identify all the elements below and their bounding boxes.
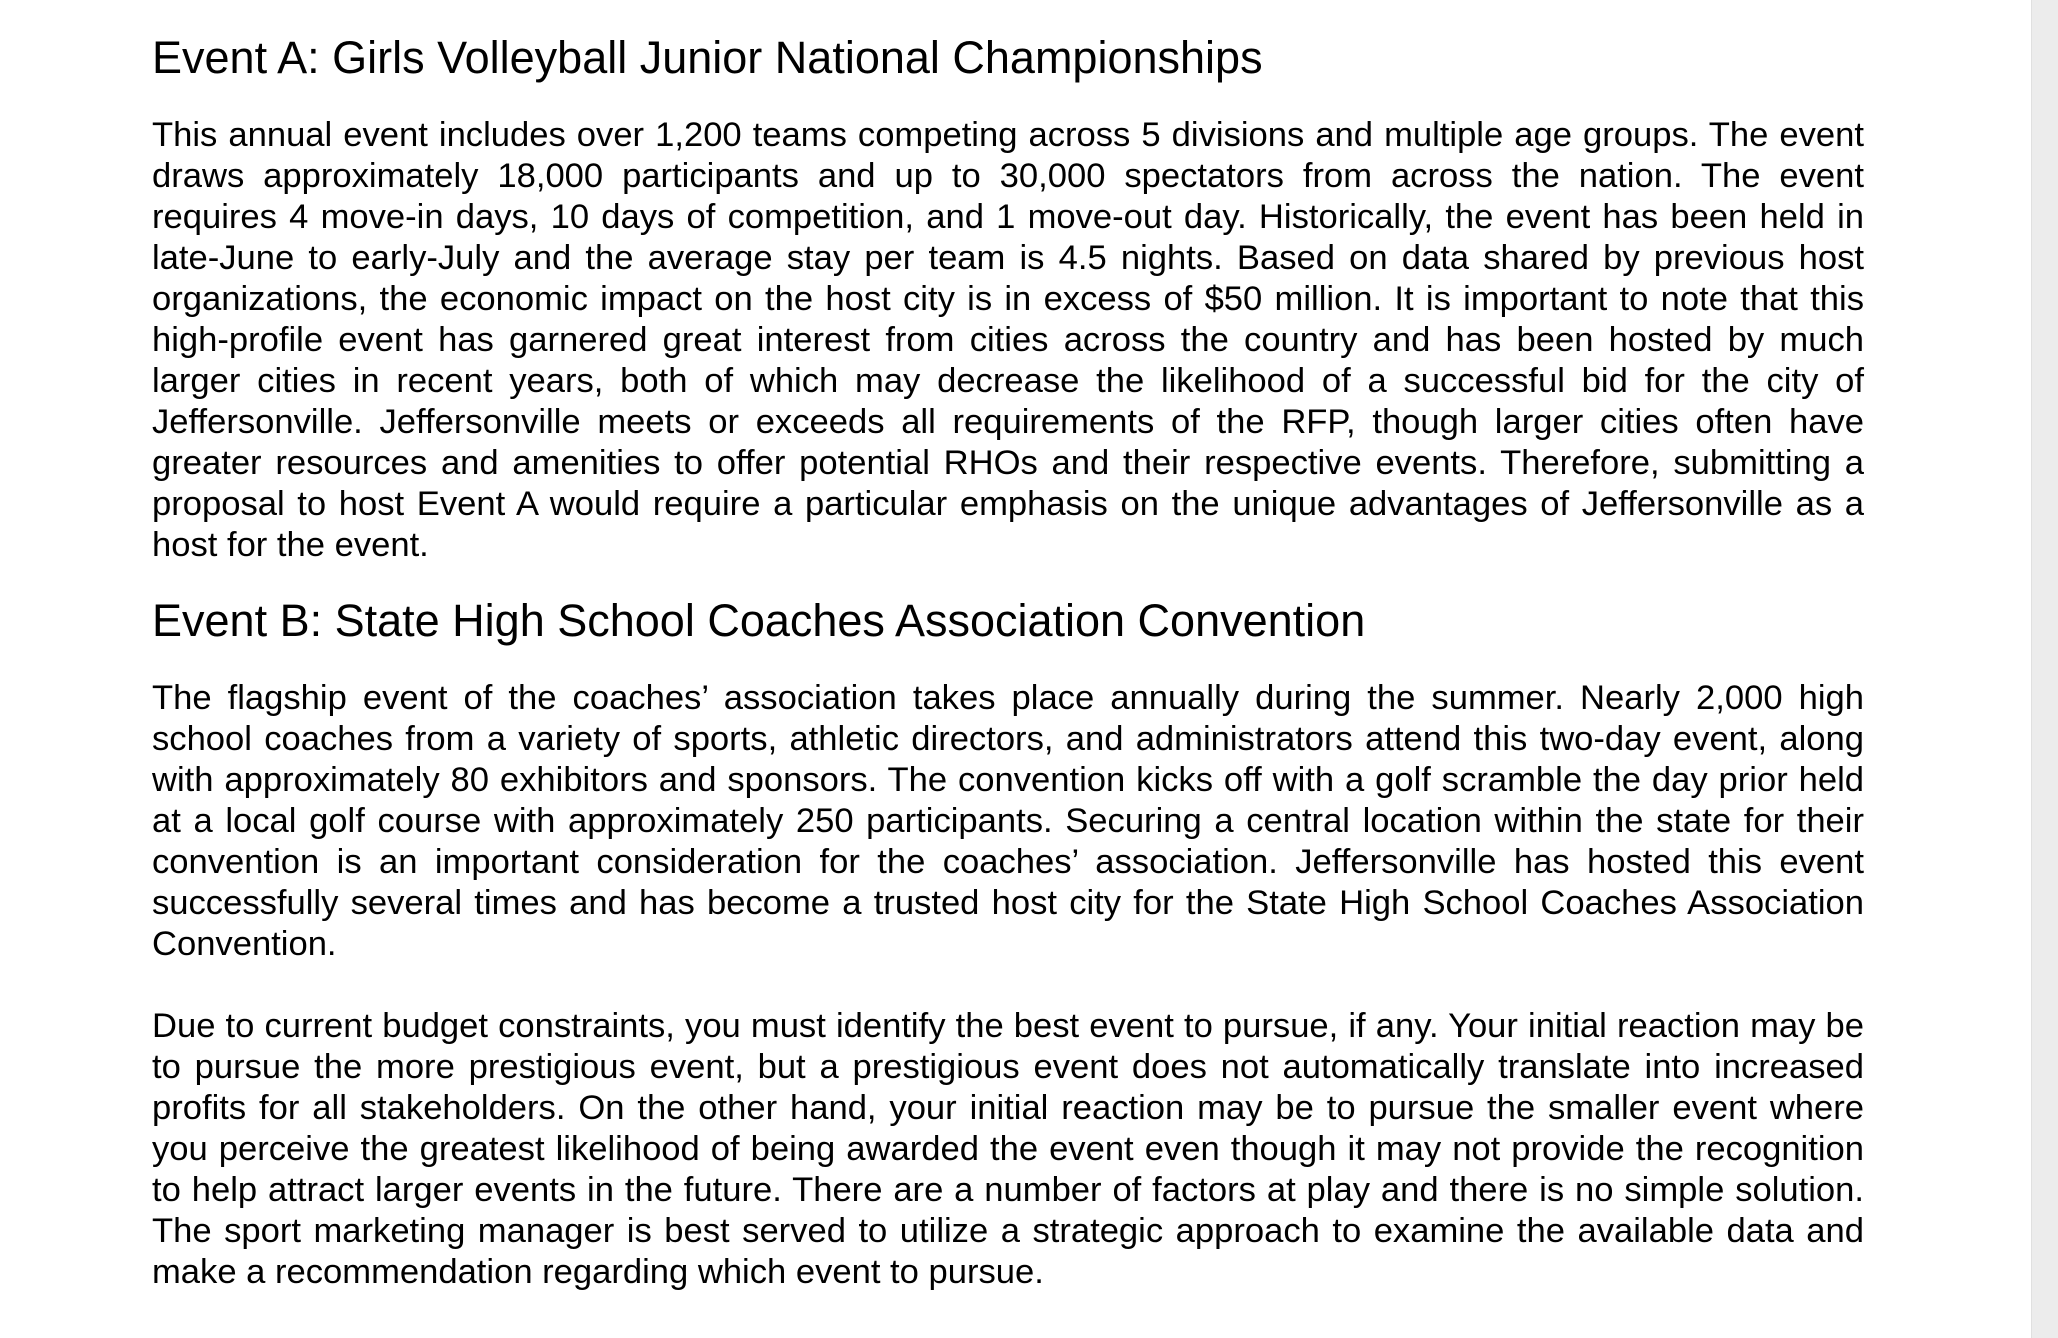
vertical-scrollbar[interactable] [2031, 0, 2058, 1338]
event-a-heading: Event A: Girls Volleyball Junior National Championships [152, 32, 1263, 83]
event-b-heading: Event B: State High School Coaches Association Convention [152, 595, 1366, 646]
document-content [152, 28, 1864, 1293]
event-b-paragraph: The flagship event of the coaches’ association takes place annually during the summer. Nearly 2,000 high school coaches from a variety of sports, athletic directors, and administrators attend this two-day event, along with approximately 80 exhibitors and sponsors. The convention kicks off with a golf scramble the day prior held at a local golf course with approximately 250 participants. Securing a central location within the state for their convention is an important consideration for the coaches’ association. Jeffersonville has hosted this event successfully several times and has become a trusted host city for the State High School Coaches Association Convention. [152, 679, 1864, 963]
event-a-paragraph: This annual event includes over 1,200 teams competing across 5 divisions and multiple age groups. The event draws approximately 18,000 participants and up to 30,000 spectators from across the nation. The event requires 4 move-in days, 10 days of competition, and 1 move-out day. Historically, the event has been held in late-June to early-July and the average stay per team is 4.5 nights. Based on data shared by previous host organizations, the economic impact on the host city is in excess of $50 million. It is important to note that this high-profile event has garnered great interest from cities across the country and has been hosted by much larger cities in recent years, both of which may decrease the likelihood of a successful bid for the city of Jeffersonville. Jeffersonville meets or exceeds all requirements of the RFP, though larger cities often have greater resources and amenities to offer potential RHOs and their respective events. Therefore, submitting a proposal to host Event A would require a particular emphasis on the unique advantages of Jeffersonville as a host for the event. [152, 116, 1864, 564]
conclusion-paragraph: Due to current budget constraints, you must identify the best event to pursue, if any. Your initial reaction may be to pursue the more prestigious event, but a prestigious event does not automatically translate into increased profits for all stakeholders. On the other hand, your initial reaction may be to pursue the smaller event where you perceive the greatest likelihood of being awarded the event even though it may not provide the recognition to help attract larger events in the future. There are a number of factors at play and there is no simple solution. The sport marketing manager is best served to utilize a strategic approach to examine the available data and make a recommendation regarding which event to pursue. [152, 1007, 1864, 1291]
